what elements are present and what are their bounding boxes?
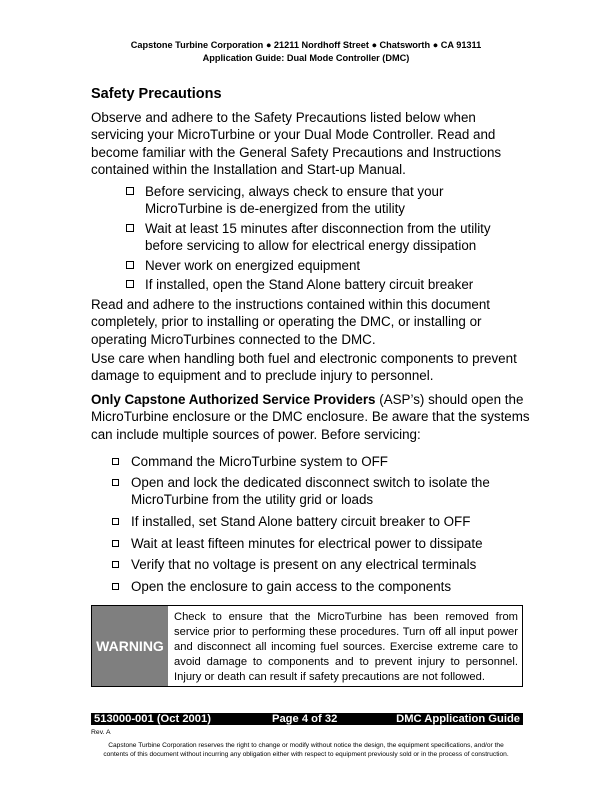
- paragraph-care: Use care when handling both fuel and electronic components to prevent damage to equipment and to preclude injury to personnel.: [91, 351, 517, 384]
- list-item-text: Wait at least 15 minutes after disconnection from the utility before servicing to allow for electrical energy dissipation: [145, 221, 491, 254]
- footer-guide-name: DMC Application Guide: [396, 713, 520, 725]
- checkbox-bullet-icon: [112, 458, 119, 465]
- checkbox-bullet-icon: [112, 561, 119, 568]
- footer-revision: Rev. A: [91, 729, 111, 736]
- list-item: [112, 535, 531, 552]
- section-title: Safety Precautions: [91, 86, 222, 102]
- list-item: [126, 220, 515, 255]
- warning-box: [91, 605, 523, 687]
- list-item-text: Never work on energized equipment: [145, 258, 361, 273]
- header-address: Capstone Turbine Corporation ● 21211 Nordhoff Street ● Chatsworth ● CA 91311: [130, 40, 482, 50]
- authorized-providers-text: (ASP’s) should open the MicroTurbine enclosure or the DMC enclosure. Be aware that the systems can include multiple sources of power. Before servicing:: [91, 392, 530, 442]
- list-item: [112, 513, 531, 530]
- list-item: [112, 453, 531, 470]
- list-item: [112, 556, 531, 573]
- paragraph-instructions: Read and adhere to the instructions contained within this document completely, prior to installing or operating the DMC, or installing or operating MicroTurbines connected to the DMC.: [91, 297, 490, 347]
- list-item: [126, 257, 515, 274]
- list-item-text: Command the MicroTurbine system to OFF: [131, 454, 388, 469]
- checkbox-bullet-icon: [126, 224, 134, 232]
- list-item: [126, 276, 515, 293]
- list-item-text: Verify that no voltage is present on any electrical terminals: [131, 557, 477, 572]
- warning-label: WARNING: [92, 606, 168, 686]
- paragraph-authorized-providers: [91, 391, 531, 443]
- footer-bar: [91, 713, 523, 725]
- checkbox-bullet-icon: [126, 280, 134, 288]
- checkbox-bullet-icon: [112, 583, 119, 590]
- list-item-text: If installed, open the Stand Alone battery circuit breaker: [145, 277, 474, 292]
- footer-disclaimer-line-2: contents of this document without incurring any obligation either with respect to equipment previously sold or in the process of construction.: [103, 751, 509, 758]
- footer-doc-number: 513000-001 (Oct 2001): [94, 713, 211, 725]
- authorized-providers-emphasis: Only Capstone Authorized Service Providers: [91, 392, 376, 407]
- intro-paragraph: Observe and adhere to the Safety Precautions listed below when servicing your MicroTurbine or your Dual Mode Controller. Read and become familiar with the General Safety Precautions and Instructions contained within the Installation and Start-up Manual.: [91, 110, 502, 178]
- checkbox-bullet-icon: [112, 518, 119, 525]
- list-item-text: If installed, set Stand Alone battery circuit breaker to OFF: [131, 514, 471, 529]
- list-item: [112, 578, 531, 595]
- list-item-text: Before servicing, always check to ensure that your MicroTurbine is de-energized from the utility: [145, 184, 444, 217]
- list-item-text: Open the enclosure to gain access to the components: [131, 579, 452, 594]
- list-item: [112, 474, 531, 509]
- checkbox-bullet-icon: [126, 261, 134, 269]
- footer-disclaimer-line-1: Capstone Turbine Corporation reserves the right to change or modify without notice the design, the equipment specifications, and/or the: [108, 742, 504, 749]
- header-guide-title: Application Guide: Dual Mode Controller (DMC): [202, 53, 410, 63]
- checkbox-bullet-icon: [126, 187, 134, 195]
- list-item-text: Wait at least fifteen minutes for electrical power to dissipate: [131, 536, 483, 551]
- checkbox-bullet-icon: [112, 540, 119, 547]
- list-item-text: Open and lock the dedicated disconnect switch to isolate the MicroTurbine from the utility grid or loads: [131, 475, 490, 508]
- checkbox-bullet-icon: [112, 479, 119, 486]
- warning-text: Check to ensure that the MicroTurbine has been removed from service prior to performing these procedures. Turn off all input power and disconnect all incoming fuel sources. Exercise extreme care to avoid damage to components and to prevent injury to personnel. Injury or death can result if safety precautions are not followed.: [174, 611, 518, 683]
- list-item: [126, 183, 515, 218]
- footer-page-number: Page 4 of 32: [272, 713, 338, 725]
